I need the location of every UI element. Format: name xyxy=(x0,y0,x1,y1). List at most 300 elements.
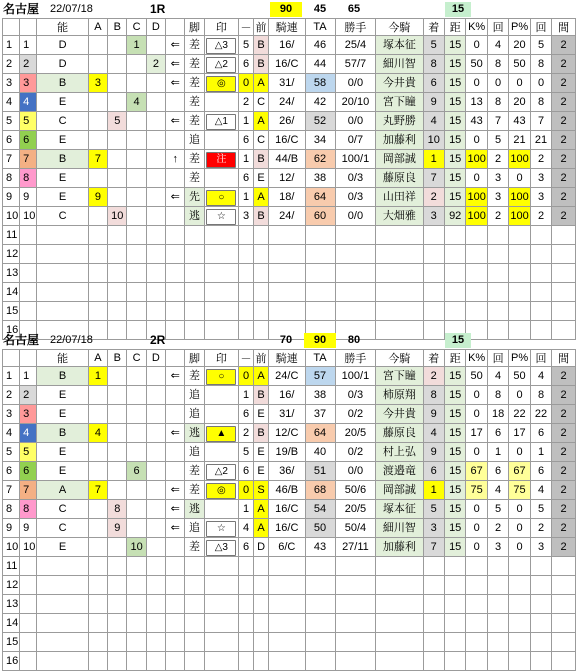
cell-move[interactable]: ⇐ xyxy=(166,55,185,74)
cell-mark[interactable] xyxy=(204,462,238,481)
cell-grade-a[interactable] xyxy=(88,207,107,226)
cell-grade-d[interactable] xyxy=(146,595,165,614)
cell-horse-no[interactable]: 10 xyxy=(20,207,37,226)
cell-distance[interactable]: 15 xyxy=(444,462,465,481)
cell-move[interactable] xyxy=(166,633,185,652)
cell-k-count[interactable] xyxy=(487,226,508,245)
cell-k-pct[interactable]: 100 xyxy=(466,207,487,226)
cell-finish[interactable]: 1 xyxy=(423,150,444,169)
cell-prev-grade[interactable]: B xyxy=(254,386,269,405)
cell-horse-no[interactable]: 9 xyxy=(20,188,37,207)
cell-finish[interactable]: 9 xyxy=(423,405,444,424)
cell-k-pct[interactable]: 100 xyxy=(466,188,487,207)
cell-mark[interactable] xyxy=(204,443,238,462)
cell-prev-pos[interactable] xyxy=(239,283,254,302)
cell-ability[interactable]: C xyxy=(37,500,89,519)
cell-mark[interactable] xyxy=(204,367,238,386)
cell-ability[interactable]: E xyxy=(37,169,89,188)
table-row[interactable] xyxy=(3,424,576,443)
cell-distance[interactable] xyxy=(444,614,465,633)
cell-jockey-combo[interactable]: 18/ xyxy=(269,188,305,207)
cell-p-count[interactable]: 5 xyxy=(530,500,551,519)
cell-ability[interactable] xyxy=(37,283,89,302)
cell-style[interactable] xyxy=(185,557,204,576)
cell-jockey[interactable] xyxy=(376,226,423,245)
cell-k-count[interactable]: 18 xyxy=(487,405,508,424)
cell-style[interactable]: 差 xyxy=(185,481,204,500)
cell-ta[interactable]: 50 xyxy=(305,519,335,538)
cell-p-pct[interactable]: 50 xyxy=(509,55,530,74)
cell-move[interactable] xyxy=(166,576,185,595)
cell-style[interactable]: 差 xyxy=(185,112,204,131)
cell-interval[interactable]: 2 xyxy=(552,74,576,93)
cell-grade-c[interactable] xyxy=(127,131,146,150)
cell-grade-a[interactable] xyxy=(88,386,107,405)
table-row[interactable] xyxy=(3,188,576,207)
cell-jockey[interactable] xyxy=(376,614,423,633)
cell-finish[interactable]: 6 xyxy=(423,74,444,93)
cell-ability[interactable]: C xyxy=(37,207,89,226)
cell-grade-a[interactable] xyxy=(88,55,107,74)
cell-style[interactable] xyxy=(185,264,204,283)
cell-row-no[interactable]: 12 xyxy=(3,576,20,595)
cell-grade-c[interactable] xyxy=(127,226,146,245)
cell-row-no[interactable]: 16 xyxy=(3,652,20,671)
cell-p-pct[interactable] xyxy=(509,557,530,576)
cell-jockey-combo[interactable]: 16/C xyxy=(269,131,305,150)
cell-p-pct[interactable]: 100 xyxy=(509,188,530,207)
cell-row-no[interactable]: 12 xyxy=(3,245,20,264)
cell-grade-c[interactable] xyxy=(127,405,146,424)
cell-grade-a[interactable] xyxy=(88,226,107,245)
cell-ta[interactable] xyxy=(305,557,335,576)
table-row-empty[interactable] xyxy=(3,614,576,633)
cell-p-count[interactable] xyxy=(530,264,551,283)
cell-k-count[interactable] xyxy=(487,283,508,302)
cell-mark[interactable] xyxy=(204,652,238,671)
cell-grade-c[interactable] xyxy=(127,652,146,671)
cell-p-pct[interactable] xyxy=(509,226,530,245)
cell-row-no[interactable]: 13 xyxy=(3,264,20,283)
cell-finish[interactable] xyxy=(423,595,444,614)
cell-prev-grade[interactable]: C xyxy=(254,131,269,150)
cell-prev-grade[interactable]: C xyxy=(254,93,269,112)
cell-ta[interactable]: 42 xyxy=(305,93,335,112)
cell-grade-c[interactable]: 6 xyxy=(127,462,146,481)
cell-style[interactable] xyxy=(185,226,204,245)
cell-prev-pos[interactable]: 5 xyxy=(239,443,254,462)
cell-interval[interactable]: 2 xyxy=(552,424,576,443)
cell-jockey[interactable]: 藤原良 xyxy=(376,169,423,188)
cell-interval[interactable]: 2 xyxy=(552,169,576,188)
cell-jockey-record[interactable]: 25/4 xyxy=(335,36,376,55)
cell-jockey-record[interactable]: 100/1 xyxy=(335,150,376,169)
cell-ability[interactable]: E xyxy=(37,443,89,462)
cell-prev-grade[interactable] xyxy=(254,633,269,652)
cell-mark[interactable] xyxy=(204,264,238,283)
cell-finish[interactable]: 3 xyxy=(423,207,444,226)
cell-k-count[interactable] xyxy=(487,614,508,633)
cell-style[interactable]: 追 xyxy=(185,131,204,150)
cell-finish[interactable]: 8 xyxy=(423,386,444,405)
cell-mark[interactable] xyxy=(204,207,238,226)
cell-finish[interactable]: 7 xyxy=(423,538,444,557)
cell-grade-c[interactable]: 1 xyxy=(127,36,146,55)
cell-grade-c[interactable] xyxy=(127,150,146,169)
cell-ability[interactable]: E xyxy=(37,93,89,112)
cell-ta[interactable]: 37 xyxy=(305,405,335,424)
cell-k-pct[interactable] xyxy=(466,283,487,302)
cell-ta[interactable]: 38 xyxy=(305,386,335,405)
cell-prev-pos[interactable]: 3 xyxy=(239,207,254,226)
cell-p-pct[interactable] xyxy=(509,614,530,633)
cell-ability[interactable]: E xyxy=(37,386,89,405)
cell-move[interactable] xyxy=(166,614,185,633)
cell-grade-d[interactable] xyxy=(146,207,165,226)
cell-k-count[interactable] xyxy=(487,595,508,614)
cell-horse-no[interactable] xyxy=(20,652,37,671)
table-row[interactable] xyxy=(3,150,576,169)
cell-horse-no[interactable]: 3 xyxy=(20,405,37,424)
cell-horse-no[interactable]: 9 xyxy=(20,519,37,538)
cell-grade-c[interactable] xyxy=(127,443,146,462)
cell-horse-no[interactable]: 4 xyxy=(20,424,37,443)
cell-jockey[interactable]: 柿原翔 xyxy=(376,386,423,405)
cell-distance[interactable]: 15 xyxy=(444,424,465,443)
table-row[interactable] xyxy=(3,538,576,557)
cell-finish[interactable]: 10 xyxy=(423,131,444,150)
cell-k-count[interactable] xyxy=(487,302,508,321)
cell-prev-pos[interactable] xyxy=(239,557,254,576)
cell-prev-grade[interactable]: B xyxy=(254,424,269,443)
cell-grade-d[interactable] xyxy=(146,443,165,462)
cell-ability[interactable]: D xyxy=(37,55,89,74)
cell-p-count[interactable]: 8 xyxy=(530,55,551,74)
cell-ta[interactable]: 58 xyxy=(305,74,335,93)
cell-p-pct[interactable]: 67 xyxy=(509,462,530,481)
cell-row-no[interactable]: 9 xyxy=(3,188,20,207)
cell-grade-a[interactable] xyxy=(88,36,107,55)
cell-style[interactable]: 差 xyxy=(185,169,204,188)
cell-grade-c[interactable] xyxy=(127,481,146,500)
cell-ability[interactable]: E xyxy=(37,131,89,150)
cell-row-no[interactable]: 15 xyxy=(3,302,20,321)
cell-k-count[interactable]: 7 xyxy=(487,112,508,131)
cell-k-count[interactable]: 8 xyxy=(487,93,508,112)
cell-interval[interactable]: 2 xyxy=(552,207,576,226)
cell-grade-c[interactable] xyxy=(127,302,146,321)
cell-grade-c[interactable] xyxy=(127,557,146,576)
cell-jockey[interactable] xyxy=(376,557,423,576)
cell-k-count[interactable]: 2 xyxy=(487,150,508,169)
cell-jockey-record[interactable]: 0/0 xyxy=(335,462,376,481)
cell-jockey-record[interactable]: 57/7 xyxy=(335,55,376,74)
cell-grade-b[interactable] xyxy=(108,557,127,576)
cell-grade-a[interactable] xyxy=(88,112,107,131)
cell-grade-c[interactable]: 4 xyxy=(127,93,146,112)
cell-grade-d[interactable] xyxy=(146,245,165,264)
cell-row-no[interactable]: 13 xyxy=(3,595,20,614)
cell-ta[interactable]: 40 xyxy=(305,443,335,462)
cell-finish[interactable] xyxy=(423,633,444,652)
table-row[interactable] xyxy=(3,462,576,481)
cell-grade-c[interactable] xyxy=(127,424,146,443)
cell-row-no[interactable]: 9 xyxy=(3,519,20,538)
cell-move[interactable]: ⇐ xyxy=(166,112,185,131)
cell-p-count[interactable]: 4 xyxy=(530,367,551,386)
table-row[interactable] xyxy=(3,74,576,93)
cell-grade-a[interactable] xyxy=(88,576,107,595)
cell-grade-a[interactable] xyxy=(88,264,107,283)
cell-p-count[interactable]: 5 xyxy=(530,36,551,55)
cell-jockey[interactable]: 宮下瞳 xyxy=(376,93,423,112)
cell-mark[interactable] xyxy=(204,55,238,74)
table-row[interactable] xyxy=(3,36,576,55)
cell-grade-a[interactable] xyxy=(88,169,107,188)
cell-prev-grade[interactable]: B xyxy=(254,207,269,226)
cell-style[interactable] xyxy=(185,245,204,264)
cell-p-count[interactable] xyxy=(530,633,551,652)
cell-grade-d[interactable] xyxy=(146,633,165,652)
cell-interval[interactable] xyxy=(552,652,576,671)
cell-style[interactable] xyxy=(185,283,204,302)
cell-style[interactable]: 逃 xyxy=(185,424,204,443)
cell-prev-pos[interactable]: 0 xyxy=(239,367,254,386)
cell-jockey-combo[interactable]: 16/C xyxy=(269,500,305,519)
cell-grade-a[interactable] xyxy=(88,302,107,321)
table-row[interactable] xyxy=(3,93,576,112)
cell-row-no[interactable]: 11 xyxy=(3,557,20,576)
cell-prev-pos[interactable]: 2 xyxy=(239,93,254,112)
cell-jockey-record[interactable] xyxy=(335,245,376,264)
cell-finish[interactable]: 1 xyxy=(423,481,444,500)
cell-row-no[interactable]: 3 xyxy=(3,405,20,424)
cell-p-count[interactable]: 21 xyxy=(530,131,551,150)
cell-ta[interactable]: 43 xyxy=(305,538,335,557)
cell-jockey-record[interactable] xyxy=(335,226,376,245)
cell-move[interactable] xyxy=(166,131,185,150)
cell-row-no[interactable]: 14 xyxy=(3,614,20,633)
cell-p-pct[interactable] xyxy=(509,264,530,283)
cell-horse-no[interactable] xyxy=(20,245,37,264)
cell-mark[interactable] xyxy=(204,74,238,93)
cell-move[interactable] xyxy=(166,538,185,557)
cell-move[interactable] xyxy=(166,302,185,321)
cell-interval[interactable] xyxy=(552,226,576,245)
cell-jockey-record[interactable]: 0/2 xyxy=(335,443,376,462)
cell-ta[interactable] xyxy=(305,652,335,671)
cell-horse-no[interactable]: 4 xyxy=(20,93,37,112)
cell-mark[interactable] xyxy=(204,633,238,652)
cell-jockey[interactable]: 丸野勝 xyxy=(376,112,423,131)
cell-move[interactable]: ⇐ xyxy=(166,424,185,443)
cell-mark[interactable] xyxy=(204,614,238,633)
cell-ability[interactable]: E xyxy=(37,188,89,207)
cell-grade-b[interactable] xyxy=(108,462,127,481)
cell-grade-a[interactable]: 7 xyxy=(88,150,107,169)
cell-prev-pos[interactable]: 1 xyxy=(239,500,254,519)
cell-ta[interactable]: 38 xyxy=(305,169,335,188)
cell-grade-a[interactable] xyxy=(88,652,107,671)
cell-distance[interactable] xyxy=(444,633,465,652)
cell-grade-b[interactable] xyxy=(108,264,127,283)
cell-jockey[interactable]: 加藤利 xyxy=(376,538,423,557)
cell-jockey[interactable]: 塚本征 xyxy=(376,500,423,519)
cell-interval[interactable]: 2 xyxy=(552,55,576,74)
cell-distance[interactable]: 92 xyxy=(444,207,465,226)
cell-k-pct[interactable]: 0 xyxy=(466,500,487,519)
cell-horse-no[interactable]: 8 xyxy=(20,500,37,519)
cell-grade-d[interactable] xyxy=(146,283,165,302)
cell-distance[interactable] xyxy=(444,652,465,671)
cell-p-pct[interactable] xyxy=(509,283,530,302)
cell-grade-c[interactable] xyxy=(127,519,146,538)
cell-p-count[interactable]: 3 xyxy=(530,169,551,188)
cell-jockey[interactable]: 渡邉竜 xyxy=(376,462,423,481)
cell-p-pct[interactable]: 0 xyxy=(509,538,530,557)
cell-prev-pos[interactable]: 4 xyxy=(239,519,254,538)
cell-distance[interactable]: 15 xyxy=(444,405,465,424)
cell-prev-pos[interactable]: 2 xyxy=(239,424,254,443)
cell-distance[interactable] xyxy=(444,595,465,614)
cell-ability[interactable] xyxy=(37,576,89,595)
cell-k-pct[interactable]: 67 xyxy=(466,462,487,481)
cell-prev-pos[interactable]: 1 xyxy=(239,188,254,207)
cell-prev-pos[interactable] xyxy=(239,245,254,264)
cell-jockey-combo[interactable]: 46/B xyxy=(269,481,305,500)
cell-row-no[interactable]: 3 xyxy=(3,74,20,93)
cell-distance[interactable]: 15 xyxy=(444,112,465,131)
cell-jockey-combo[interactable]: 31/ xyxy=(269,74,305,93)
cell-grade-d[interactable] xyxy=(146,150,165,169)
cell-prev-grade[interactable]: B xyxy=(254,150,269,169)
cell-jockey[interactable]: 塚本征 xyxy=(376,36,423,55)
cell-p-count[interactable] xyxy=(530,595,551,614)
cell-distance[interactable]: 15 xyxy=(444,188,465,207)
cell-jockey-combo[interactable]: 19/B xyxy=(269,443,305,462)
cell-interval[interactable]: 2 xyxy=(552,150,576,169)
cell-k-count[interactable]: 3 xyxy=(487,538,508,557)
cell-horse-no[interactable]: 1 xyxy=(20,367,37,386)
cell-distance[interactable]: 15 xyxy=(444,169,465,188)
cell-p-count[interactable]: 0 xyxy=(530,74,551,93)
cell-horse-no[interactable] xyxy=(20,614,37,633)
cell-jockey[interactable]: 今井貴 xyxy=(376,74,423,93)
cell-mark[interactable] xyxy=(204,500,238,519)
cell-grade-d[interactable] xyxy=(146,188,165,207)
cell-prev-grade[interactable]: E xyxy=(254,443,269,462)
cell-move[interactable]: ⇐ xyxy=(166,481,185,500)
cell-grade-c[interactable] xyxy=(127,74,146,93)
cell-move[interactable] xyxy=(166,93,185,112)
cell-jockey[interactable] xyxy=(376,245,423,264)
cell-k-count[interactable] xyxy=(487,576,508,595)
cell-prev-pos[interactable] xyxy=(239,576,254,595)
cell-prev-grade[interactable]: E xyxy=(254,405,269,424)
cell-horse-no[interactable]: 8 xyxy=(20,169,37,188)
cell-grade-d[interactable] xyxy=(146,557,165,576)
cell-jockey-record[interactable] xyxy=(335,614,376,633)
cell-grade-b[interactable] xyxy=(108,614,127,633)
cell-move[interactable]: ⇐ xyxy=(166,36,185,55)
cell-jockey-record[interactable]: 0/3 xyxy=(335,169,376,188)
table-row-empty[interactable] xyxy=(3,595,576,614)
cell-prev-pos[interactable] xyxy=(239,652,254,671)
cell-prev-pos[interactable]: 1 xyxy=(239,150,254,169)
cell-move[interactable]: ⇐ xyxy=(166,188,185,207)
cell-finish[interactable] xyxy=(423,302,444,321)
cell-mark[interactable] xyxy=(204,245,238,264)
cell-interval[interactable]: 2 xyxy=(552,367,576,386)
cell-k-pct[interactable]: 50 xyxy=(466,55,487,74)
cell-k-pct[interactable] xyxy=(466,652,487,671)
cell-grade-a[interactable] xyxy=(88,595,107,614)
cell-grade-c[interactable] xyxy=(127,614,146,633)
cell-jockey-combo[interactable]: 12/ xyxy=(269,169,305,188)
cell-grade-b[interactable] xyxy=(108,283,127,302)
cell-prev-pos[interactable]: 1 xyxy=(239,386,254,405)
cell-p-count[interactable] xyxy=(530,652,551,671)
cell-interval[interactable]: 2 xyxy=(552,93,576,112)
cell-style[interactable] xyxy=(185,614,204,633)
cell-grade-a[interactable] xyxy=(88,538,107,557)
cell-horse-no[interactable]: 2 xyxy=(20,386,37,405)
cell-k-pct[interactable] xyxy=(466,633,487,652)
cell-jockey-combo[interactable] xyxy=(269,557,305,576)
cell-k-count[interactable]: 5 xyxy=(487,131,508,150)
cell-p-count[interactable] xyxy=(530,614,551,633)
cell-move[interactable]: ⇐ xyxy=(166,500,185,519)
cell-ability[interactable]: E xyxy=(37,538,89,557)
cell-interval[interactable] xyxy=(552,245,576,264)
cell-grade-d[interactable] xyxy=(146,538,165,557)
cell-row-no[interactable]: 11 xyxy=(3,226,20,245)
cell-ta[interactable]: 51 xyxy=(305,462,335,481)
cell-jockey-record[interactable]: 50/6 xyxy=(335,481,376,500)
cell-k-count[interactable] xyxy=(487,264,508,283)
cell-p-count[interactable] xyxy=(530,245,551,264)
cell-jockey-combo[interactable]: 36/ xyxy=(269,462,305,481)
cell-distance[interactable]: 15 xyxy=(444,150,465,169)
cell-p-pct[interactable] xyxy=(509,245,530,264)
cell-grade-d[interactable] xyxy=(146,169,165,188)
cell-p-pct[interactable]: 100 xyxy=(509,150,530,169)
cell-move[interactable] xyxy=(166,264,185,283)
cell-distance[interactable] xyxy=(444,264,465,283)
cell-jockey-combo[interactable] xyxy=(269,614,305,633)
cell-jockey[interactable]: 大畑雅 xyxy=(376,207,423,226)
table-row-empty[interactable] xyxy=(3,245,576,264)
cell-prev-grade[interactable]: E xyxy=(254,462,269,481)
cell-grade-b[interactable] xyxy=(108,386,127,405)
cell-jockey[interactable] xyxy=(376,633,423,652)
cell-ability[interactable] xyxy=(37,633,89,652)
cell-ta[interactable] xyxy=(305,576,335,595)
cell-distance[interactable]: 15 xyxy=(444,36,465,55)
cell-mark[interactable] xyxy=(204,150,238,169)
cell-mark[interactable] xyxy=(204,595,238,614)
cell-distance[interactable]: 15 xyxy=(444,481,465,500)
cell-prev-pos[interactable]: 5 xyxy=(239,36,254,55)
cell-interval[interactable] xyxy=(552,302,576,321)
cell-row-no[interactable]: 8 xyxy=(3,169,20,188)
cell-jockey-combo[interactable] xyxy=(269,302,305,321)
cell-grade-c[interactable] xyxy=(127,112,146,131)
cell-jockey-combo[interactable] xyxy=(269,226,305,245)
cell-p-count[interactable]: 8 xyxy=(530,93,551,112)
cell-jockey-record[interactable] xyxy=(335,633,376,652)
cell-finish[interactable]: 2 xyxy=(423,367,444,386)
